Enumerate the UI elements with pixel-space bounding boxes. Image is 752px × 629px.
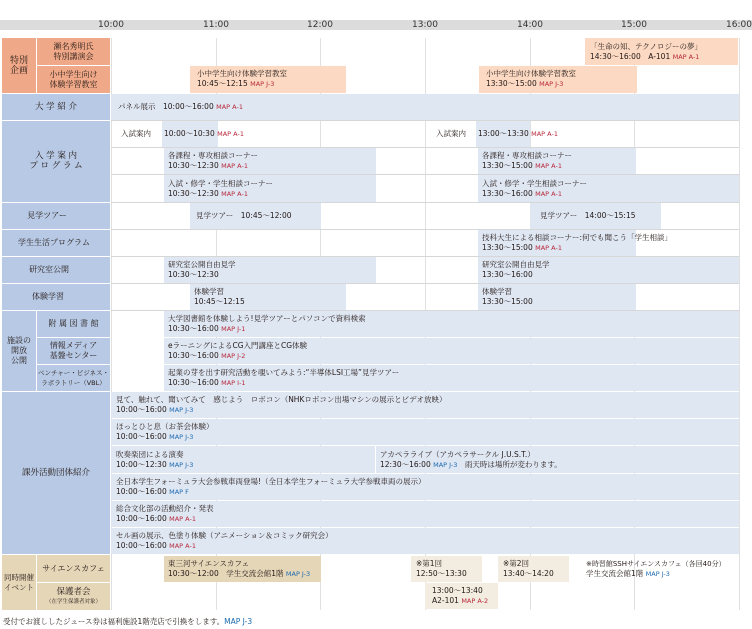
info-media-label: 情報メディア 基盤センター (49, 340, 98, 360)
cafe-am-map: MAP J-3 (285, 570, 311, 578)
facility-label: 施設の 開放 公開 (7, 335, 31, 365)
consult-am-time: 10:30～12:30 (168, 189, 219, 198)
club1-map: MAP J-3 (169, 406, 194, 414)
lab-pm-title: 研究室公開自由見学 (482, 260, 550, 269)
kids-pm-title: 小中学生向け体験学習教室 (486, 69, 576, 78)
cafe-1-time: 12:50～13:30 (416, 569, 467, 578)
exp-pm-title: 体験学習 (482, 287, 512, 296)
time-tick-14: 14:00 (517, 20, 543, 30)
club3b-map: MAP J-3 (433, 461, 458, 469)
lecture-time: 14:30～16:00 A-101 (590, 52, 671, 61)
club3b-note: 雨天時は場所が変わります。 (464, 460, 562, 469)
panel-time: 10:00～16:00 (163, 102, 214, 111)
cafe-1-title: ※第1回 (416, 559, 443, 568)
consult-pm-title: 入試・修学・学生相談コーナー (482, 179, 587, 188)
cafe-am-title: 東三河サイエンスカフェ (168, 559, 250, 568)
course-am-time: 10:30～12:30 (168, 161, 219, 170)
admission-am-time: 10:00～10:30 (164, 129, 215, 138)
admission-pm-time: 13:00～13:30 (478, 129, 529, 138)
admission-pm-map: MAP A-1 (531, 130, 558, 138)
club4-title: 全日本学生フォーミュラ大会参戦車両登場!（全日本学生フォーミュラ大学参戦車両の展示） (116, 477, 426, 486)
course-pm-time: 13:30～15:00 (482, 161, 533, 170)
consult-am-title: 入試・修学・学生相談コーナー (168, 179, 273, 188)
time-tick-10: 10:00 (98, 20, 124, 30)
cafe-ssh-map: MAP J-3 (645, 570, 670, 578)
experience-label: 体験学習 (32, 291, 64, 301)
consult-pm-map: MAP A-1 (535, 190, 562, 198)
panel-map: MAP A-1 (216, 103, 243, 111)
vbl-title: 起業の芽を出す研究活動を覗いてみよう:“半導体LSI工場”見学ツアー (168, 368, 400, 377)
club4-map: MAP F (169, 488, 189, 496)
library-label: 附 属 図 書 館 (48, 318, 99, 328)
kids-pm-time: 13:30～15:00 (486, 79, 537, 88)
club1-time: 10:00～16:00 (116, 405, 167, 414)
club2-time: 10:00～16:00 (116, 432, 167, 441)
panel-title: パネル展示 (118, 102, 156, 111)
lecture-title: 「生命の知、テクノロジーの夢」 (590, 42, 703, 51)
club3b-time: 12:30～16:00 (380, 460, 431, 469)
exp-am-title: 体験学習 (194, 287, 224, 296)
time-tick-12: 12:00 (307, 20, 333, 30)
media-title: eラーニングによるCG入門講座とCG体験 (168, 341, 308, 350)
student-consult-time: 13:30～15:00 (482, 243, 533, 252)
cafe-ssh-title: ※時習館SSHサイエンスカフェ（各回40分） (586, 560, 726, 568)
club3-time: 10:00～12:30 (116, 460, 167, 469)
time-tick-16: 16:00 (726, 20, 752, 30)
guardians-label: 保護者会 (56, 586, 91, 597)
course-am-map: MAP A-1 (221, 162, 248, 170)
lab-am-title: 研究室公開自由見学 (168, 260, 236, 269)
lab-am-time: 10:30～12:30 (168, 270, 219, 279)
concurrent-label: 同時開催 イベント (4, 572, 34, 592)
admission-pm-label: 入試案内 (436, 129, 466, 138)
consult-am-map: MAP A-1 (221, 190, 248, 198)
cafe-ssh-time: 学生交流会館1階 (586, 569, 644, 578)
tour-am-title: 見学ツアー 10:45～12:00 (196, 211, 292, 220)
admission-am-label: 入試案内 (121, 129, 151, 138)
vbl-label: ベンチャー・ビジネス・ ラボラトリー（VBL） (37, 368, 110, 387)
club3-title: 吹奏楽団による演奏 (116, 450, 184, 459)
footer-text: 受付でお渡ししたジュース券は福利施設1階売店で引換をします。 (3, 617, 225, 626)
guardians-sub: （在学生保護者対象） (45, 599, 101, 605)
club2-map: MAP J-3 (169, 433, 194, 441)
special-title: 特別 企画 (9, 55, 28, 76)
course-pm-map: MAP A-1 (535, 162, 562, 170)
lab-pm-time: 13:30～16:00 (482, 270, 533, 279)
special-kids-label: 小中学生向け 体験学習教室 (49, 69, 98, 89)
guardian-map: MAP A-2 (461, 597, 489, 605)
exp-am-time: 10:45～12:15 (194, 297, 245, 306)
club6-title: セル画の展示、色塗り体験（アニメーション＆コミック研究会） (116, 531, 333, 540)
club5-map: MAP A-1 (169, 515, 196, 523)
tour-pm-title: 見学ツアー 14:00～15:15 (540, 211, 636, 220)
club3-map: MAP J-3 (169, 461, 194, 469)
extracurricular-label: 課外活動団体紹介 (21, 467, 90, 478)
library-map: MAP J-1 (221, 325, 246, 333)
guardian-time: 13:00～13:40 (432, 586, 483, 595)
kids-am-map: MAP J-3 (250, 80, 275, 88)
club1-title: 見て、触れて、聞いてみて 感じよう ロボコン（NHKロボコン出場マシンの展示とビデオ放映） (116, 395, 447, 404)
library-title: 大学図書館を体験しよう!見学ツアーとパソコンで資料検索 (168, 314, 366, 323)
vbl-map: MAP I-1 (221, 379, 246, 387)
cafe-2-title: ※第2回 (503, 559, 530, 568)
time-tick-11: 11:00 (203, 20, 229, 30)
special-lecture-label: 瀬名秀明氏 特別講演会 (53, 41, 94, 61)
student-life-label: 学生生活プログラム (18, 237, 90, 247)
media-map: MAP J-2 (221, 352, 246, 360)
admission-am-map: MAP A-1 (217, 130, 244, 138)
admission-label: 入 学 案 内 プ ロ グ ラ ム (29, 151, 83, 171)
time-tick-13: 13:00 (412, 20, 438, 30)
lab-open-label: 研究室公開 (29, 264, 69, 274)
kids-pm-map: MAP J-3 (539, 80, 564, 88)
cafe-am-time: 10:30～12:00 学生交流会館1階 (168, 569, 284, 578)
library-time: 10:30～16:00 (168, 324, 219, 333)
club5-title: 総合文化部の活動紹介・発表 (116, 504, 214, 513)
kids-am-title: 小中学生向け体験学習教室 (197, 69, 287, 78)
club5-time: 10:00～16:00 (116, 514, 167, 523)
guardian-room: A2-101 (432, 596, 459, 605)
science-cafe-label: サイエンスカフェ (42, 563, 105, 573)
consult-pm-time: 13:30～16:00 (482, 189, 533, 198)
club4-time: 10:00～16:00 (116, 487, 167, 496)
club2-title: ほっとひと息（お茶会体験） (116, 422, 214, 431)
club6-time: 10:00～16:00 (116, 541, 167, 550)
student-consult-map: MAP A-1 (535, 244, 562, 252)
student-consult-title: 技科大生による相談コーナー:何でも聞こう「学生相談」 (482, 233, 673, 242)
univ-intro-label: 大 学 紹 介 (34, 102, 78, 112)
club3b-title: アカペラライブ（アカペラサークル J.U.S.T.） (380, 450, 535, 459)
footer-map: MAP J-3 (224, 617, 253, 626)
cafe-2-time: 13:40～14:20 (503, 569, 554, 578)
course-am-title: 各課程・専攻相談コーナー (168, 151, 258, 160)
media-time: 10:30～16:00 (168, 351, 219, 360)
tour-label: 見学ツアー (27, 210, 67, 220)
vbl-time: 10:30～16:00 (168, 378, 219, 387)
time-tick-15: 15:00 (621, 20, 647, 30)
kids-am-time: 10:45～12:15 (197, 79, 248, 88)
lecture-map: MAP A-1 (672, 53, 700, 61)
course-pm-title: 各課程・専攻相談コーナー (482, 151, 572, 160)
exp-pm-time: 13:30～15:00 (482, 297, 533, 306)
club6-map: MAP A-1 (169, 542, 196, 550)
